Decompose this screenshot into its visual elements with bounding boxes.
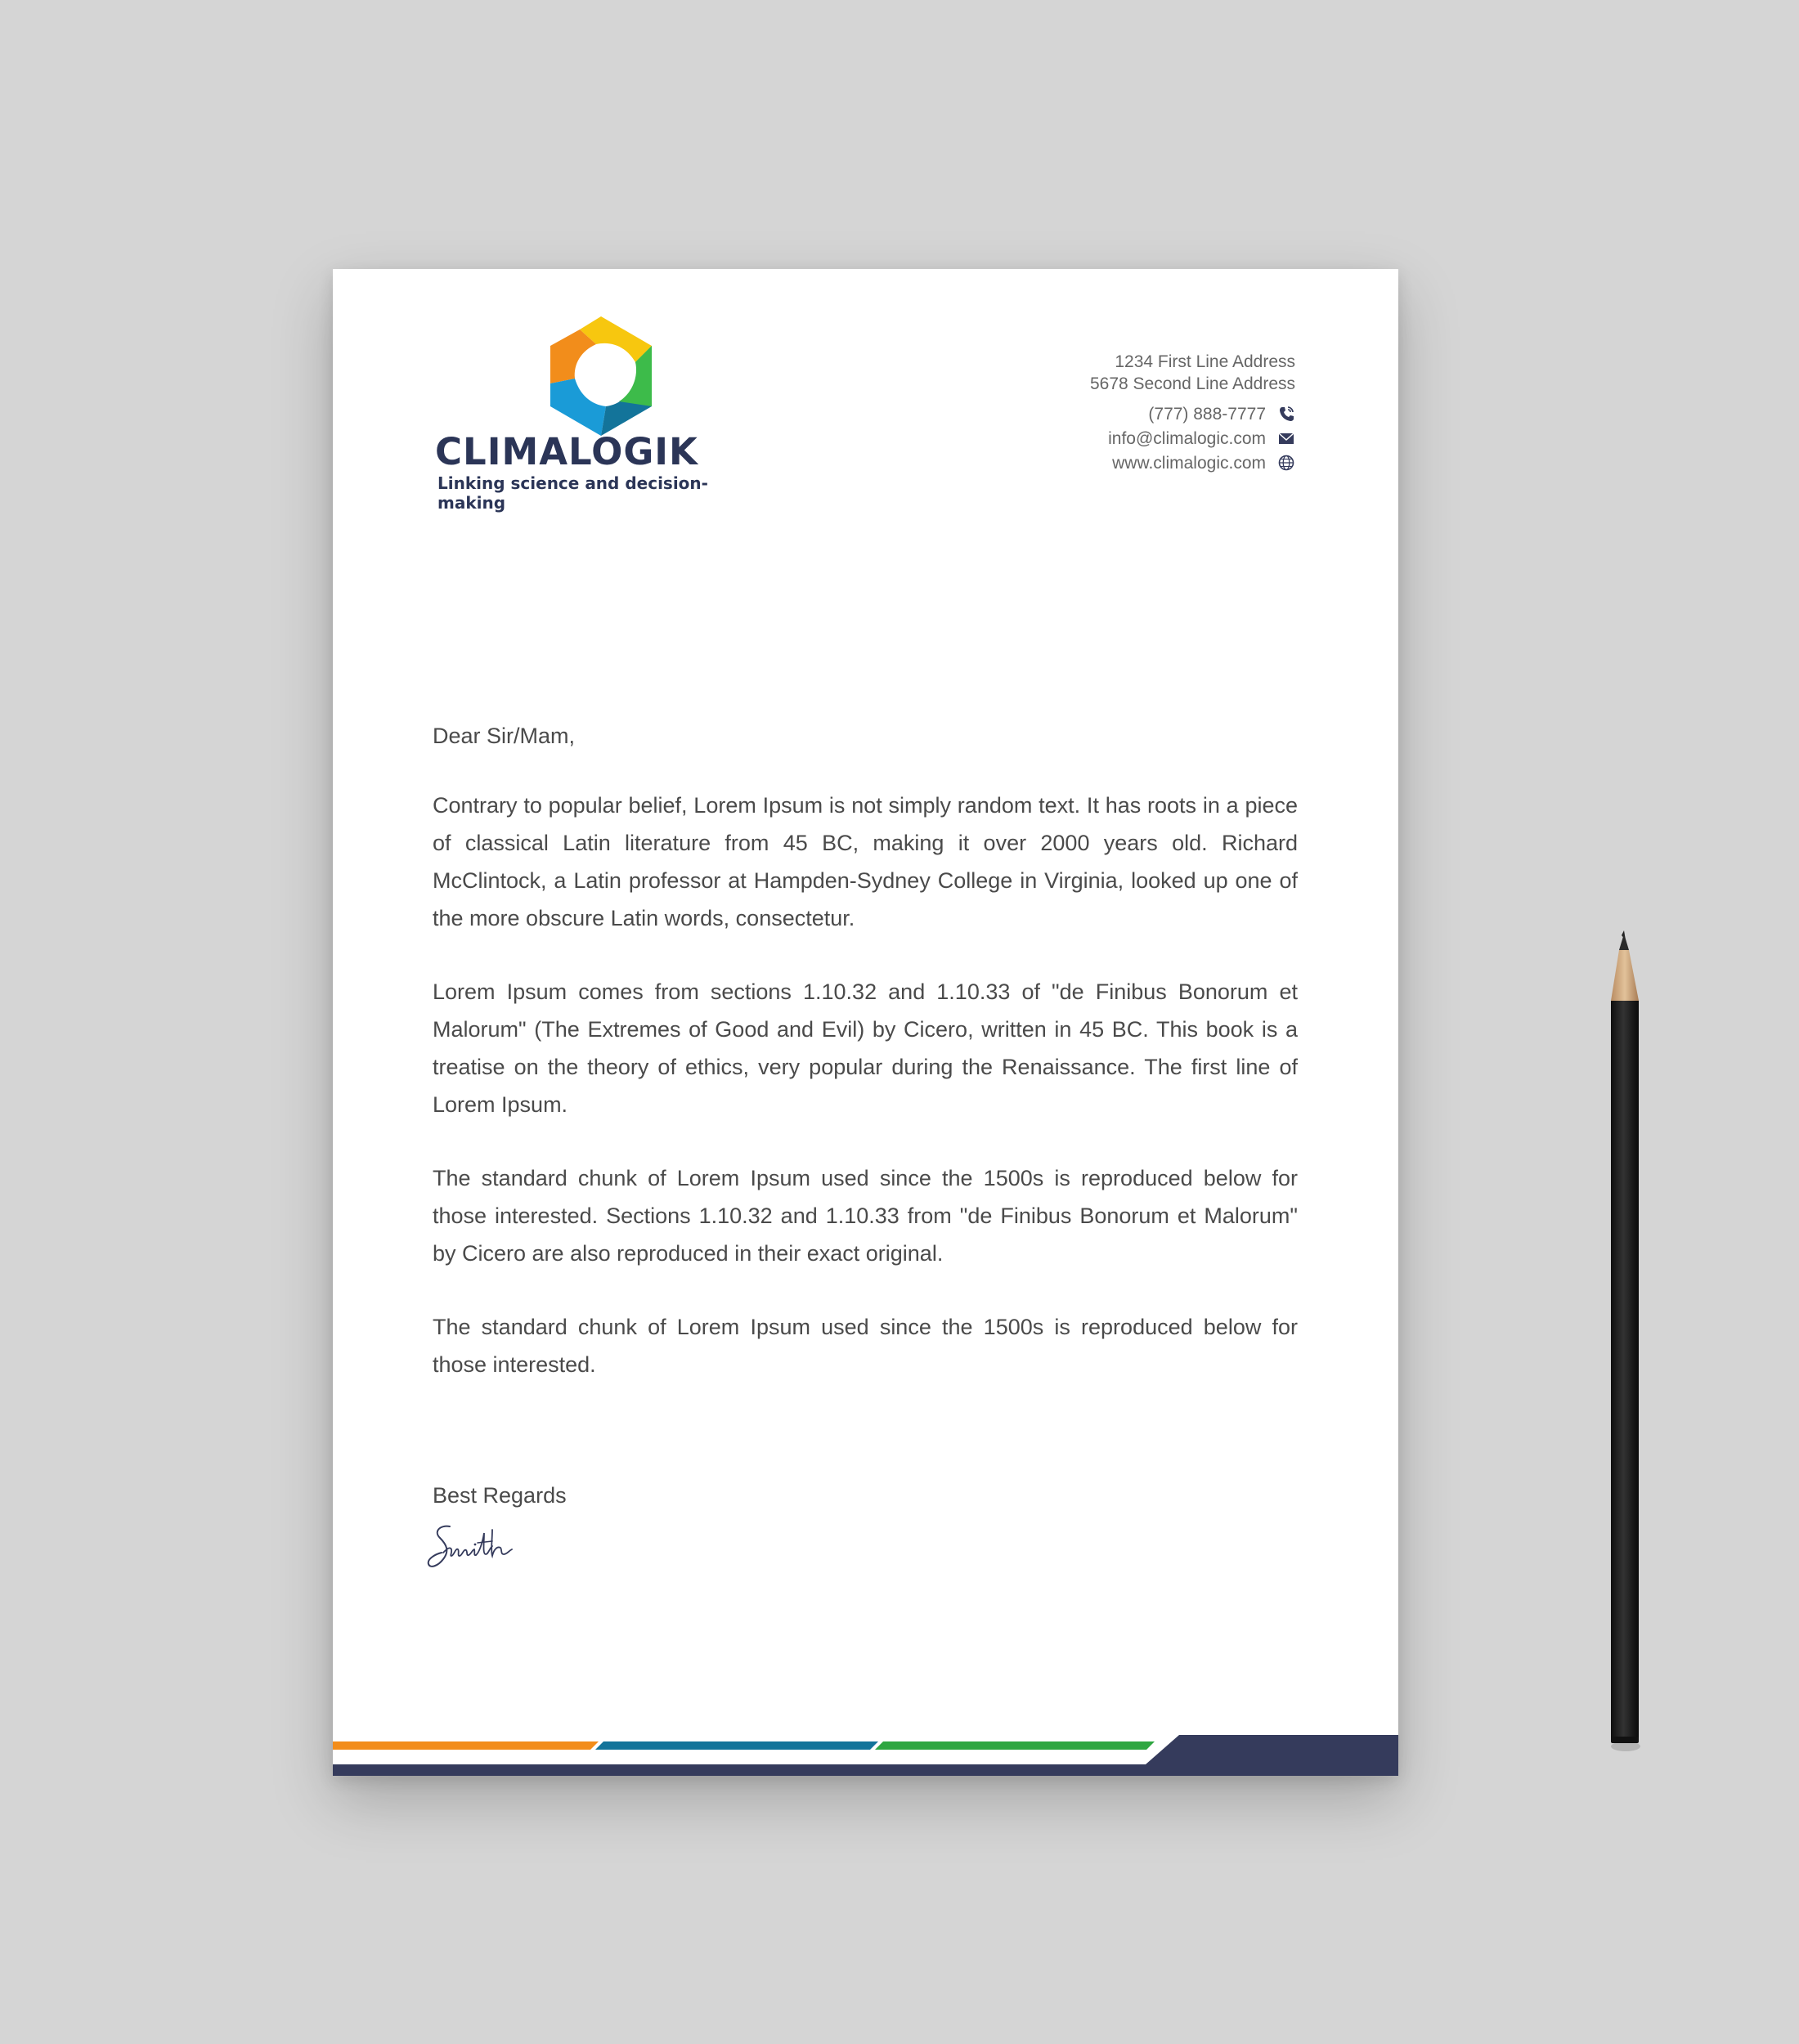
letterhead-page [333,269,1398,1776]
handwritten-signature [425,1522,523,1579]
brand-tagline: Linking science and decision-making [437,473,708,513]
paragraph-3: The standard chunk of Lorem Ipsum used since the 1500s is reproduced below for those interested. Sections 1.10.32 and 1.10.33 from "de Finibus Bonorum et Malorum" by Cicero are also reproduced in their exact original. [433,1166,1298,1266]
globe-icon [1277,454,1295,472]
brand-name: CLIMALOGIK [435,430,698,473]
footer-color-band [333,1735,1398,1776]
contact-block [952,351,1295,475]
company-logo [435,315,770,513]
envelope-icon [1277,429,1295,447]
email-address: info@climalogic.com [1108,428,1266,448]
phone-icon [1277,405,1295,423]
pencil [1596,930,1662,1756]
website-url: www.climalogic.com [1112,453,1266,473]
address-line-1: 1234 First Line Address [1115,352,1295,371]
paragraph-4: The standard chunk of Lorem Ipsum used since the 1500s is reproduced below for those interested. [433,1315,1298,1377]
hexagon-logo-mark [544,315,658,437]
closing: Best Regards [433,1483,567,1508]
paragraph-2: Lorem Ipsum comes from sections 1.10.32 and 1.10.33 of "de Finibus Bonorum et Malorum" (The Extremes of Good and Evil) by Cicero, written in 45 BC. This book is a treatise on the theory of ethics, very popular during the Renaissance. The first line of Lorem Ipsum. [433,979,1298,1117]
salutation: Dear Sir/Mam, [433,724,576,748]
phone-number: (777) 888-7777 [1148,404,1266,424]
website-row [952,450,1295,475]
address-line-2: 5678 Second Line Address [1089,374,1295,393]
paragraph-1: Contrary to popular belief, Lorem Ipsum is not simply random text. It has roots in a piece of classical Latin literature from 45 BC, making it over 2000 years old. Richard McClintock, a Latin professor at Hampden-Sydney College in Virginia, looked up one of the more obscure Latin words, consectetur. [433,793,1298,930]
letter-body [433,717,1298,1419]
phone-row [952,401,1295,426]
email-row [952,426,1295,450]
